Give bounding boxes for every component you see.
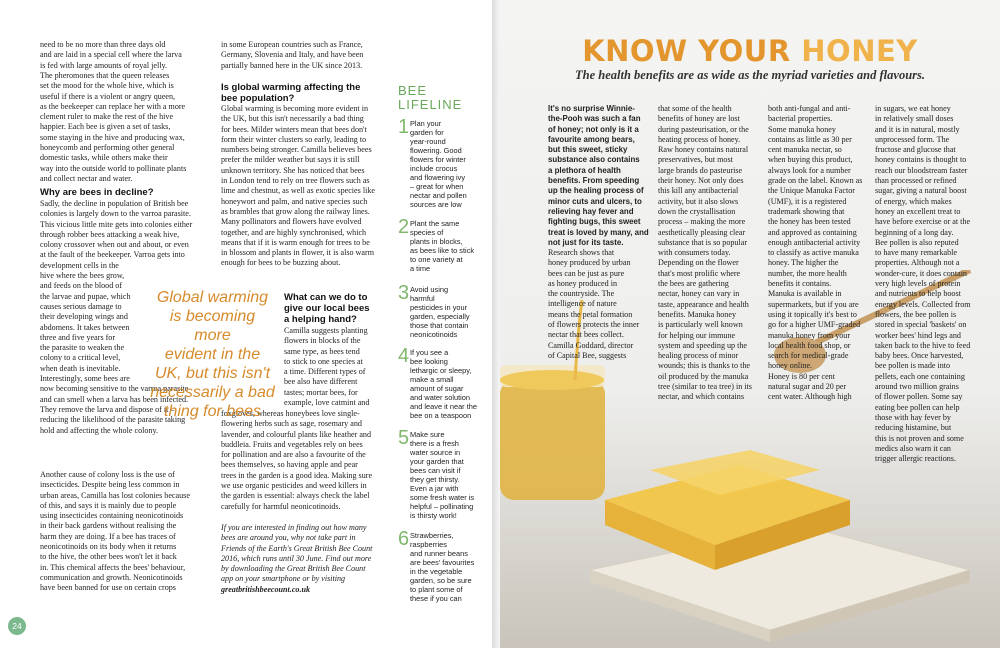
tip-text: Make sure there is a fresh water source in your garden that bees can visit if they get thirsty. Even a jar with some fresh water is helpful – pollinating is thirsty work! [410, 430, 475, 520]
tip-number: 1 [398, 116, 410, 138]
heading-global-warming: Is global warming affecting the bee population? [221, 82, 361, 104]
tip-text: Plan your garden for year-round flowering. Good flowers for winter include crocus and flowering ivy – great for when nectar and pollen sources are low [410, 119, 467, 209]
tip-3 [398, 283, 478, 343]
honey-col2: that some of the health benefits of honey are lost during pasteurisation, or the heating process of honey. Raw honey contains natural preservatives, but most large brands do pasteurise their honey. Not only does this kill any antibacterial activity, but it also slows down the crystallisation process – making the more aesthetically pleasing clear substance that is so popular with consumers today. Depending on the flower that's most prolific where the bees are gathering nectar, honey can vary in taste, appearance and health benefits. Manuka honey is particularly well known for helping our immune system and speeding up the healing process of minor wounds; this is thanks to the oil produced by the manuka tree (similar to tea tree) in its nectar, and which contains [658, 104, 752, 402]
lead-paragraph: It's no surprise Winnie- the-Pooh was such a fan of honey; not only is it a favourite among bears, but this sweet, sticky substance also contains a plethora of health benefits. From speeding up the healing process of minor cuts and ulcers, to relieving hay fever and fighting bugs, this sweet treat is loved by many, and not just for its taste. [548, 104, 649, 247]
tip-number: 2 [398, 216, 410, 238]
heading-helping-hand: What can we do to give our local bees a helping hand? [284, 292, 370, 325]
body-col2-p4: foxgloves, whereas honeybees love single- flowering herbs such as sage, rosemary and lavender, and colourful plants like heather and buddleia. Fruits and vegetables rely on bees for pollination and are also a favourite of the bees themselves, so having apple and pear trees in the garden is a good idea. Making sure we use organic pesticides and weed killers in the garden is essential: always check the label carefully for harmful neonicotinoids. [221, 409, 373, 511]
title-part2: HONEY [801, 34, 918, 68]
title-part1: KNOW YOUR [582, 34, 791, 68]
body-col1-p4: Another cause of colony loss is the use of insecticides. Despite being less common in urban areas, Camilla has lost colonies because of this, and says it is mainly due to people using insecticides containing neonicotinoids in their back gardens without realising the harm they are doing. If a bee has traces of neonicotinoids on its body when it returns to the hive, the other bees won't let it back in. This chemical affects the bees' behaviour, communication and growth. Neonicotinoids have been banned for use on certain crops [40, 470, 190, 593]
body-col1-p1: need to be no more than three days old and are laid in a special cell where the larva is fed with large amounts of royal jelly. [40, 40, 182, 70]
tip-text: Plant the same species of plants in blocks, as bees like to stick to one variety at a time [410, 219, 475, 273]
sidebar-title: BEE LIFELINE [398, 83, 463, 112]
tip-number: 6 [398, 528, 410, 550]
tip-text: Strawberries, raspberries and runner beans are bees' favourites in the vegetable garden, so be sure to plant some of these if you can [410, 531, 475, 603]
body-col2-p2: Global warming is becoming more evident in the UK, but this isn't necessarily a bad thing for bees. Milder winters mean that bees don't form their winter clusters so early, leading to numbers being stronger. Camilla believes bees prefer the milder weather but says it is still unknown territory. She has noticed that bees in London tend to rely on tree flowers such as lime and chestnut, as well as exotic species like honeywort and palm, and native species such as brambles that grow along the railway lines. Many pollinators and flowers have evolved together, and are highly synchronised, which means that if it is warm enough for trees to be in blossom and plants in flower, it is also warm enough for bees to be buzzing about. [221, 104, 375, 268]
heading-bees-decline: Why are bees in decline? [40, 187, 154, 198]
bee-count-info: If you are interested in finding out how many bees are around you, why not take part in Friends of the Earth's Great British Bee Count 2016, which runs until 30 June. Find out more by downloading the Great British Bee Count app on your smartphone or by visiting [221, 523, 373, 584]
page-number: 24 [8, 617, 26, 635]
tip-number: 3 [398, 282, 410, 304]
tip-number: 4 [398, 345, 410, 367]
body-col1-p3: Sadly, the decline in population of British bee colonies is largely down to the varroa parasite. This vicious little mite gets into colonies either through robber bees attacking a weak hive, colony crossover when out and about, or even at the fault of the beekeeper. Varroa gets into development cells in the hive where the bees grow, and feeds on the blood of the larvae and pupae, which causes serious damage to their developing wings and abdomens. It takes between three and five years for the parasite to weaken the colony to a critical level, when death is inevitable. Interestingly, some bees are now becoming sensitive to the varroa parasite and can smell when a larva has been infected. They remove the larva and dispose of it – reducing the likelihood of the parasite taking hold and affecting the whole colony. [40, 199, 193, 435]
tip-number: 5 [398, 427, 410, 449]
honey-col3: both anti-fungal and anti- bacterial properties. Some manuka honey contains as little as 30 per cent manuka nectar, so when buying this product, always look for a number grade on the label. Known as the Unique Manuka Factor (UMF), it is a registered trademark showing that the honey has been tested and approved as containing enough antibacterial activity to classify as active manuka honey. The higher the number, the more health benefits it contains. Manuka is available in supermarkets, but if you are using it topically it's best to go for a higher UMF-graded manuka honey from your local health food shop, or search for medical-grade honey online. Honey is 80 per cent natural sugar and 20 per cent water. Although high [768, 104, 863, 402]
body-col2-p1: in some European countries such as France, Germany, Slovenia and Italy, and have been partially banned here in the UK since 2013. [221, 40, 364, 70]
honey-col4: in sugars, we eat honey in relatively small doses and it is in natural, mostly unprocessed form. The fructose and glucose that honey contains is thought to reach our bloodstream faster than processed or refined sugar, giving a natural boost of energy, which makes honey an excellent treat to have before exercise or at the beginning of a long day. Bee pollen is also reputed to have many remarkable properties. Although not a wonder-cure, it does contain very high levels of protein and nutrients to help boost energy levels. Collected from flowers, the bee pollen is stored in special 'baskets' on worker bees' hind legs and taken back to the hive to feed baby bees. Once harvested, bee pollen is made into pellets, each one containing around two million grains of flower pollen. Some say eating bee pollen can help those with hay fever by reducing histamine, but this is not proven and some medics also warn it can trigger allergic reactions. [875, 104, 971, 464]
tip-1 [398, 117, 478, 209]
pull-quote: Global warming is becoming more evident in the UK, but this isn't necessarily a bad thing for bees [150, 289, 275, 420]
tip-4 [398, 346, 478, 421]
standfirst: The health benefits are as wide as the myriad varieties and flavours. [575, 68, 925, 82]
left-page [0, 0, 492, 648]
tip-text: Avoid using harmful pesticides in your garden, especially those that contain neonicotinoids [410, 285, 470, 339]
honey-col1-body: Research shows that honey produced by urban bees can be just as pure as honey produced in the countryside. The intelligence of nature means the petal formation of flowers protects the inner nectar that bees collect. Camilla Goddard, director of Capital Bee, suggests [548, 248, 640, 360]
tip-2 [398, 217, 478, 277]
body-col1-p2: The pheromones that the queen releases set the mood for the whole hive, which is useful if there is a violent or angry queen, as the beekeeper can replace her with a more clement ruler to make the rest of the hive happier. Each bee is given a set of tasks, some staying in the hive and producing wax, honeycomb and performing other general domestic tasks, while others make their way into the outside world to pollinate plants and collect nectar and water. [40, 71, 187, 183]
page-gutter [492, 0, 500, 648]
tip-5 [398, 428, 478, 523]
tip-text: If you see a bee looking lethargic or sleepy, make a small amount of sugar and water solution and leave it near the bee on a teaspoon [410, 348, 477, 420]
tip-6 [398, 529, 478, 609]
body-col2-p3: Camilla suggests planting flowers in blocks of the same type, as bees tend to stick to one species at a time. Different types of bee also have different tastes; mortar bees, for example, love catmint and [284, 326, 370, 408]
page-title [500, 34, 1000, 68]
bee-count-url[interactable]: greatbritishbeecount.co.uk [221, 585, 311, 594]
